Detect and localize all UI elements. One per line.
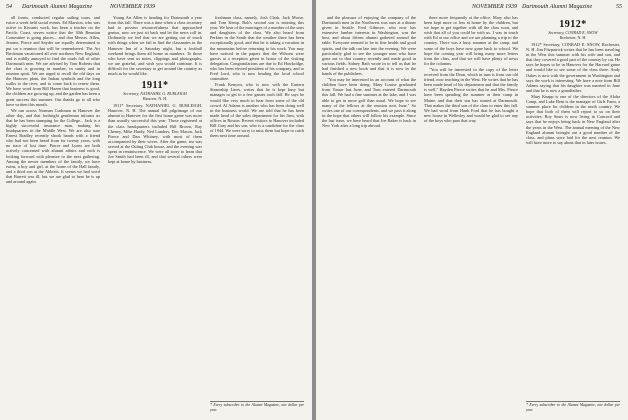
text-column	[6, 15, 100, 414]
issue-date: NOVEMBER 1939	[110, 4, 156, 10]
class-address: Hanover, N. H.	[142, 96, 168, 102]
right-page	[316, 0, 628, 420]
text-column	[526, 15, 620, 414]
text-column	[424, 15, 518, 414]
text-column	[108, 15, 202, 414]
paragraph: all fronts, conducted regular sailing tours, and twice a week held social events. Ed Marston, who was active in Kiwanis work, has been a teacher on the Pacific Coast, serves notice that the 30th Reunion Committee is going places... and that Messrs. Allen, Jerome, Pierce and Snyder are equally determined to put on a reunion that will be remembered. The Art Brickman vacationed all over northern New England, and is mildly annoyed to find the roads full of other Dartmouth men. We are advised by Tom Roberts that the class is growing in number, in sanity and in reunion spirit. We are urged to recall the old days on the Hanover plain, the Indian symbols and the long walks to the river, and to come back to renew them. We have word from Bill Hazen that business is good, the children are growing up, and the garden has been a great success this summer. Our thanks go to all who have written this month.	[6, 15, 100, 107]
paragraph: 1912* Secretary, CONRAD E. SNOW, Rochester, N. H. Jim Fitzpatrick writes that he has been traveling in the West this summer with his wife and son, and that they covered a good part of the country by car. He says he hopes to be in Hanover for the Harvard game and would like to see some of the class there. Andy Oakes is now with the government in Washington and says the work is interesting. We have a note from Bill Adams saying that his daughter was married in June and that he is now a grandfather.	[526, 42, 620, 93]
paragraph: "You may be interested in an account of what the children have been doing. Mary Louise graduated from Vassar last June, and Tom entered Dartmouth this fall. We had a fine summer at the lake, and I was able to get in more golf than usual. We hope to see many of the fellows at the reunion next June." So writes one of our correspondents, and we pass it along in the hope that others will follow his example. Since the last issue, we have heard that Joe Baker is back in New York after a long trip abroad.	[322, 77, 416, 128]
paragraph: We ran across Norman Cushman in Hanover the other day, and that forthright gentleman informs us that he has been stumping for the College... Jack is a highly successful insurance man, making his headquarters in the Middle West. We are also sure Ernest Bradley recently shook hands with a friend who had not been heard from for twenty years, with no trace of lost time. Pierce and Lyons are both actively concerned with alumni affairs and each is looking forward with pleasure to the next gathering. Among the newer members of the family, we have twins, a boy and girl, at the home of the Hall family, and a third son at the Abbotts. It seems we had word that Barrett was ill, but we are glad to hear he is up and around again.	[6, 107, 100, 184]
paragraph: Frank Kenyon, who is now with the Eastern Steamship Lines, writes that he is kept busy but manages to get to a few games each fall. He says he would like very much to hear from some of the old crowd. Al Adams is another who has been doing well in the business world. We are told that he has been made head of the sales department for his firm, with offices in Boston. Recent visitors to Hanover included Bill Gray and his son, who is a candidate for the class of 1944. We were sorry to miss them but hope to catch them next time around.	[210, 82, 304, 139]
paragraph: 1911* Secretary, NATHANIEL G. BURLEIGH, Hanover, N. H. The annual fall pilgrimage of our alumni to Hanover for the first home game was more than usually successful this year. Those registered at the class headquarters included Bill Brown, Ray Cheney, Mike Hardy, Ned Landers, Doc Mason, Jack Pierce and Dan Whitney, with most of them accompanied by their wives. After the game, tea was served at the Outing Club house, and the evening was spent in reminiscence. We were all sorry to learn that Joe Smith had been ill, and that several others were kept at home by business.	[108, 103, 202, 165]
paragraph: there more frequently at the office. Mary also has been kept more or less at home by the children, but we hope to get together with all the class soon, and wish that all of you could be with us. I was in touch with Ed at our office and we are planning a trip to the country. There was a busy summer at the camp, and some of the boys have now gone back to school. We hope the coming year will bring many more letters from the class, and that we will have plenty of news for the columns.	[424, 15, 518, 66]
left-page-header	[6, 4, 306, 13]
footnote: * Every subscriber to the Alumni Magazine, one dollar per year.	[526, 403, 620, 412]
class-secretary: Secretary, CONRAD E. SNOW	[548, 30, 598, 35]
page-number: 55	[616, 4, 622, 10]
class-secretary: Secretary, NATHANIEL G. BURLEIGH	[123, 91, 187, 97]
class-year: 1911*	[141, 80, 169, 92]
right-page-header	[322, 4, 622, 13]
running-title: Dartmouth Alumni Magazine	[22, 4, 93, 10]
class-address: Rochester, N. H.	[559, 35, 587, 40]
text-column	[322, 15, 416, 414]
page-number: 54	[6, 4, 12, 10]
paragraph: "You will be interested in the copy of the letter received from the Dean, which in turn is from our old friend, now teaching in the West. He writes that he has been made head of his department and that the family is well." Hayden Pierce writes that he and Mrs. Pierce have been spending the summer at their camp in Maine, and that their son has started at Dartmouth. That makes the third son of the class to enter this fall. We had word from Hank Ford that he has bought a new house in Wellesley and would be glad to see any of the boys who pass that way.	[424, 66, 518, 123]
footnote: * Every subscriber to the Alumni Magazine, one dollar per year.	[210, 403, 304, 412]
text-column	[210, 15, 304, 414]
left-page	[0, 0, 312, 420]
running-title: Dartmouth Alumni Magazine	[522, 4, 593, 10]
paragraph: and the pleasure of enjoying the company of the Dartmouth men in the Northwest was ours at a dinner given in Seattle. Fred Gilmore, who now has extensive lumber interests in Washington, was the host, and about fifteen alumni gathered around the table. Everyone seemed to be in fine health and good spirits, and the talk ran late into the evening. We were particularly glad to see the younger men who have gone out to that country recently and made good in various fields. Sidney Bath wrote in to tell us that he had finished a new book and that it is now in the hands of the publishers.	[322, 15, 416, 77]
paragraph: Young Art Allen is heading for Dartmouth a year from this fall. There was a time when a class secretary had to possess resourcefulness that approached genius, now we just sit back and let the news roll in. Ordinarily we feel that we are getting out of touch with things when we fail to find the classmates in the Hanover Inn of a Saturday night, but a football weekend brings them all home in numbers. To those who have sent us notes, clippings and photographs, we are grateful, and wish you would continue. It is difficult for the secretary to get around the country as much as he would like.	[108, 15, 202, 77]
class-year: 1912*	[559, 19, 587, 30]
paragraph: Mary Knapp is one of the directors of the Aloha Camp, and Luke Bent is the manager of Girls Farm, a summer place for children in the north country. We hope that both of them will report to us on their activities. Roy Sears is now living in Concord and says that he enjoys being back in New England after the years in the West. The annual meeting of the New England alumni brought out a good number of the class, and plans were laid for the next reunion. We will have more to say about that in later issues.	[526, 93, 620, 145]
issue-date: NOVEMBER 1939	[472, 4, 518, 10]
class-heading-1911	[108, 80, 202, 101]
paragraph: freshman class, namely, Josh Clark, Jack Morse, and Tom Kemp. Bob's second son is entering this year. We hear of the marriages of a number of the sons and daughters of the class. We also heard from Perkins in the South that the weather there has been exceptionally good, and that he is taking a vacation in the mountains before returning to his work. You may have noticed in the papers that the Wilsons were guests at a reception given in honor of the visiting delegation. Congratulations are due to Ed Hawkridge, who has been elected president of his company, and to Fred Lord, who is now heading the local school committee.	[210, 15, 304, 82]
class-heading-1912	[526, 19, 620, 40]
